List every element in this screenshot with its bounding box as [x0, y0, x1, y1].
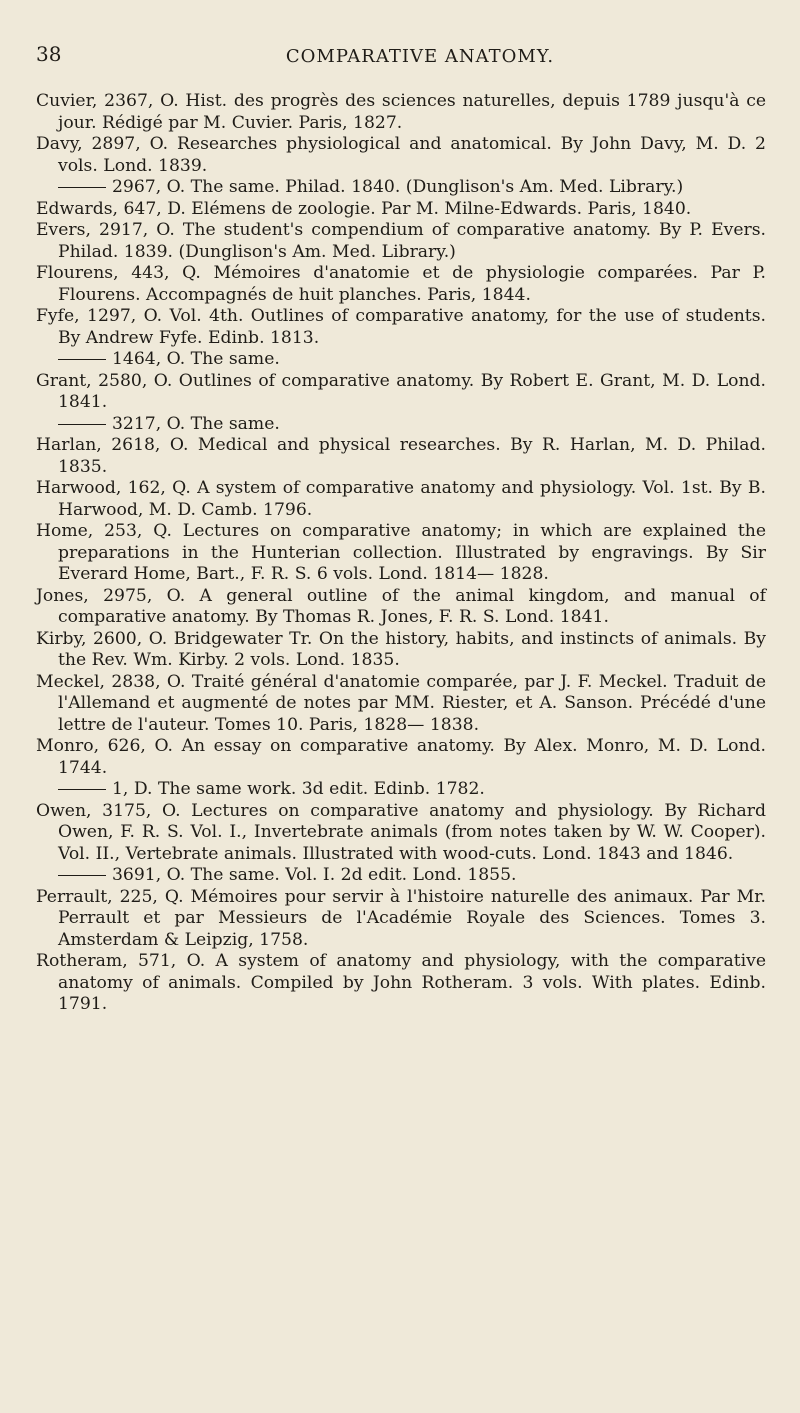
- entry-text: Evers, 2917, O. The student's compendium of comparative anatomy. By P. Evers. Philad. 1839. (Dunglison's Am. Med. Library.): [36, 220, 766, 262]
- entry-text: Kirby, 2600, O. Bridgewater Tr. On the history, habits, and instincts of animals. By the Rev. Wm. Kirby. 2 vols. Lond. 1835.: [36, 628, 766, 670]
- bibliography-entry: [36, 349, 766, 371]
- bibliography-entry: [36, 263, 766, 306]
- bibliography-entry: [36, 306, 766, 349]
- entry-text: Meckel, 2838, O. Traité général d'anatomie comparée, par J. F. Meckel. Traduit de l'Allemand et augmenté de notes par MM. Riester, et A. Sanson. Précédé d'une lettre de l'auteur. Tomes 10. Paris, 1828— 1838.: [36, 671, 766, 735]
- bibliography-list: [36, 91, 766, 1016]
- bibliography-entry: [36, 478, 766, 521]
- bibliography-entry: [36, 865, 766, 887]
- entry-text: 3217, O. The same.: [112, 413, 280, 434]
- entry-text: Rotheram, 571, O. A system of anatomy and physiology, with the comparative anatomy of animals. Compiled by John Rotheram. 3 vols. With plates. Edinb. 1791.: [36, 951, 766, 1014]
- bibliography-entry: [36, 371, 766, 414]
- bibliography-entry: [36, 220, 766, 263]
- entry-text: Perrault, 225, Q. Mémoires pour servir à l'histoire naturelle des animaux. Par Mr. Perrault et par Messieurs de l'Académie Royale des Sciences. Tomes 3. Amsterdam & Leipzig, 1758.: [36, 886, 766, 950]
- bibliography-entry: [36, 586, 766, 629]
- page-number: 38: [36, 42, 62, 66]
- ditto-dash: [58, 875, 106, 876]
- bibliography-entry: [36, 736, 766, 779]
- bibliography-entry: [36, 91, 766, 134]
- bibliography-entry: [36, 414, 766, 436]
- running-title: COMPARATIVE ANATOMY.: [285, 46, 555, 67]
- entry-text: Monro, 626, O. An essay on comparative anatomy. By Alex. Monro, M. D. Lond. 1744.: [36, 736, 766, 778]
- ditto-dash: [58, 424, 106, 425]
- entry-text: Davy, 2897, O. Researches physiological and anatomical. By John Davy, M. D. 2 vols. Lond. 1839.: [36, 134, 766, 176]
- bibliography-entry: [36, 672, 766, 737]
- bibliography-entry: [36, 629, 766, 672]
- entry-text: Harwood, 162, Q. A system of comparative anatomy and physiology. Vol. 1st. By B. Harwood, M. D. Camb. 1796.: [36, 478, 766, 520]
- bibliography-entry: [36, 199, 766, 221]
- bibliography-entry: [36, 887, 766, 952]
- bibliography-entry: [36, 521, 766, 586]
- bibliography-entry: [36, 779, 766, 801]
- bibliography-entry: [36, 951, 766, 1016]
- entry-text: 1464, O. The same.: [112, 349, 280, 369]
- entry-text: Grant, 2580, O. Outlines of comparative anatomy. By Robert E. Grant, M. D. Lond. 1841.: [36, 370, 766, 412]
- bibliography-entry: [36, 177, 766, 199]
- entry-text: 2967, O. The same. Philad. 1840. (Dunglison's Am. Med. Library.): [112, 177, 684, 197]
- bibliography-entry: [36, 435, 766, 478]
- entry-text: Harlan, 2618, O. Medical and physical researches. By R. Harlan, M. D. Philad. 1835.: [36, 435, 766, 477]
- bibliography-entry: [36, 134, 766, 177]
- entry-text: Owen, 3175, O. Lectures on comparative anatomy and physiology. By Richard Owen, F. R. S. Vol. I., Invertebrate animals (from notes taken by W. W. Cooper). Vol. II., Vertebrate animals. Illustrated with wood-cuts. Lond. 1843 and 1846.: [36, 800, 766, 864]
- ditto-dash: [58, 359, 106, 360]
- entry-text: Home, 253, Q. Lectures on comparative anatomy; in which are explained the preparations in the Hunterian collection. Illustrated by engravings. By Sir Everard Home, Bart., F. R. S. 6 vols. Lond. 1814— 1828.: [36, 521, 766, 584]
- bibliography-entry: [36, 801, 766, 866]
- entry-text: Jones, 2975, O. A general outline of the animal kingdom, and manual of comparative anatomy. By Thomas R. Jones, F. R. S. Lond. 1841.: [36, 585, 766, 627]
- entry-text: Cuvier, 2367, O. Hist. des progrès des sciences naturelles, depuis 1789 jusqu'à ce jour. Rédigé par M. Cuvier. Paris, 1827.: [36, 91, 766, 133]
- entry-text: 3691, O. The same. Vol. I. 2d edit. Lond. 1855.: [112, 865, 517, 885]
- entry-text: Edwards, 647, D. Elémens de zoologie. Par M. Milne-Edwards. Paris, 1840.: [36, 198, 692, 219]
- ditto-dash: [58, 789, 106, 790]
- ditto-dash: [58, 187, 106, 188]
- entry-text: 1, D. The same work. 3d edit. Edinb. 1782.: [112, 779, 485, 799]
- entry-text: Fyfe, 1297, O. Vol. 4th. Outlines of comparative anatomy, for the use of students. By Andrew Fyfe. Edinb. 1813.: [36, 306, 766, 348]
- entry-text: Flourens, 443, Q. Mémoires d'anatomie et de physiologie comparées. Par P. Flourens. Accompagnés de huit planches. Paris, 1844.: [36, 263, 766, 305]
